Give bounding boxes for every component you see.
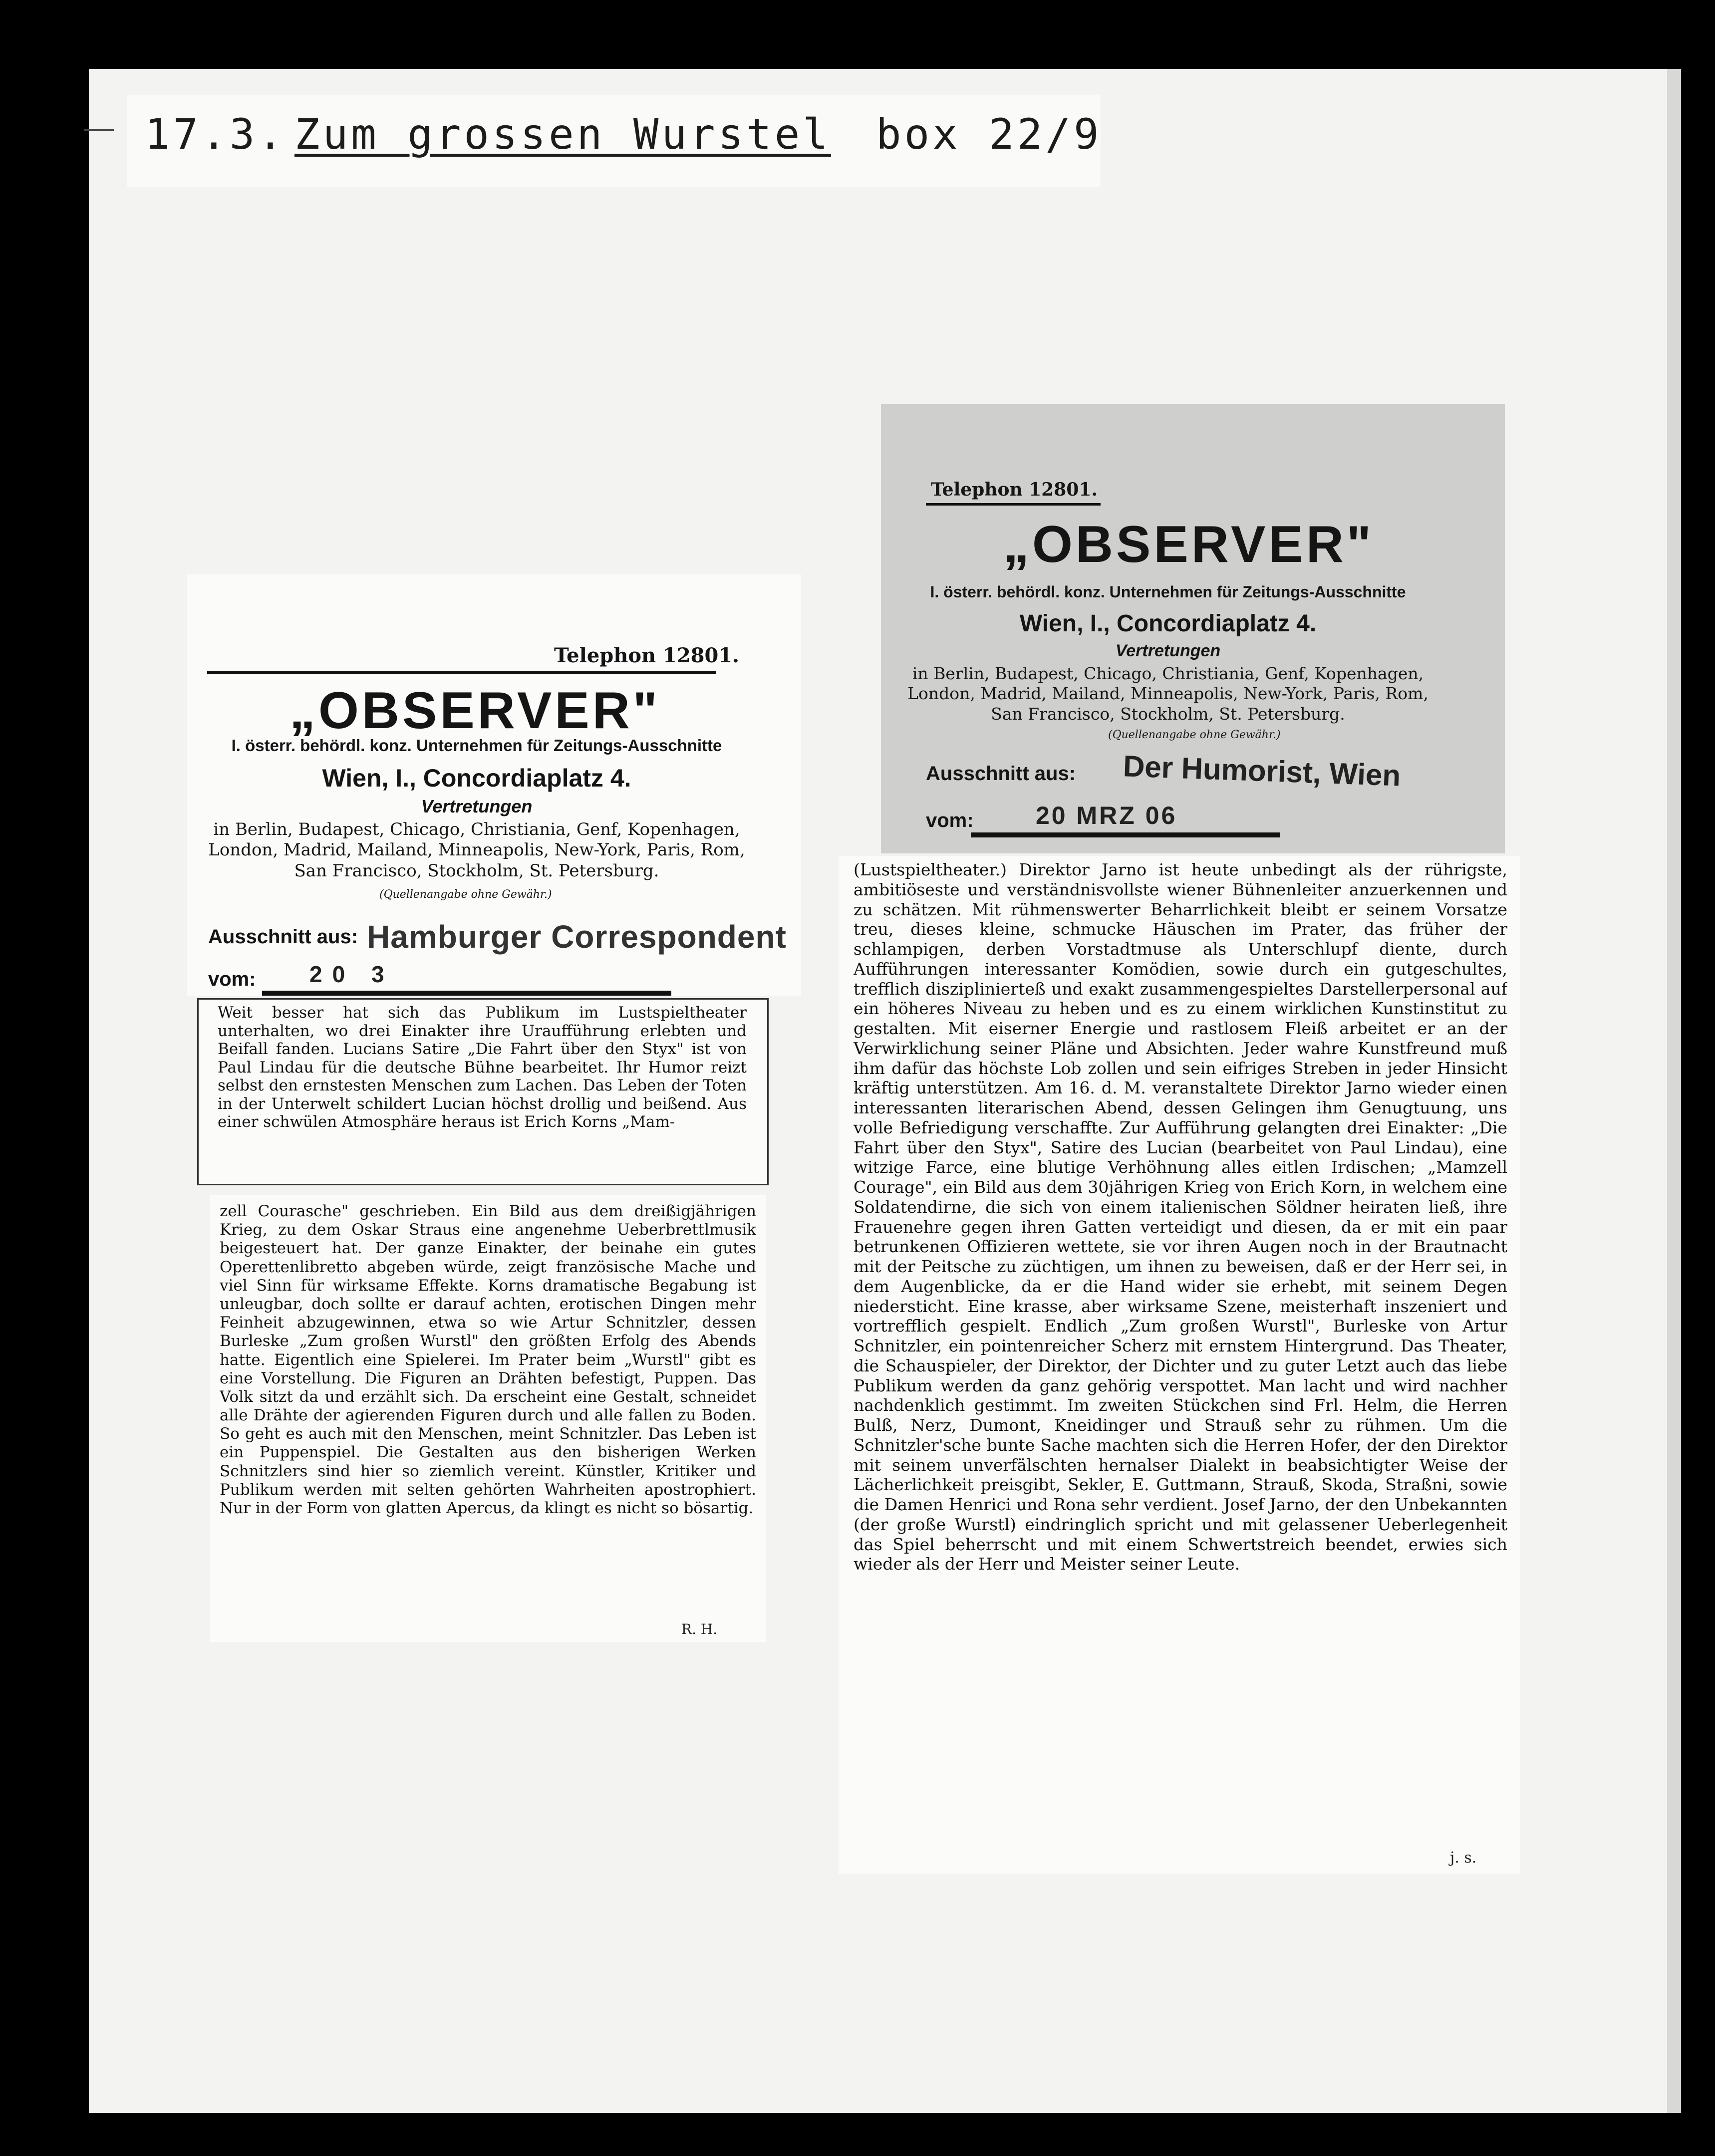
left-disclaimer: (Quellenangabe ohne Gewähr.)	[379, 888, 552, 901]
left-address: Wien, I., Concordiaplatz 4.	[322, 764, 631, 792]
left-date-label: vom:	[208, 968, 256, 990]
left-article-part1	[197, 998, 769, 1185]
right-disclaimer: (Quellenangabe ohne Gewähr.)	[1108, 729, 1281, 741]
page-edge	[1667, 69, 1681, 2113]
right-cities: in Berlin, Budapest, Chicago, Christiania, Genf, Kopenhagen, London, Madrid, Mailand, Minneapolis, New-York, Paris, Rom, San Francisco, Stockholm, St. Petersburg.	[907, 664, 1429, 724]
right-subtitle: I. österr. behördl. konz. Unternehmen für Zeitungs-Ausschnitte	[930, 583, 1406, 601]
right-date-label: vom:	[926, 809, 974, 831]
right-date-rule	[971, 832, 1280, 837]
left-date-rule	[262, 991, 671, 996]
right-representations: Vertretungen	[1115, 641, 1221, 660]
left-date-stamp: 20 3	[309, 961, 394, 987]
right-phone-rule	[926, 503, 1101, 506]
left-signature: R. H.	[681, 1621, 718, 1637]
left-article-text-2: zell Courasche" geschrieben. Ein Bild aus dem dreißigjährigen Krieg, zu dem Oskar Straus eine angenehme Ueberbrettlmusik beigesteuert hat. Der ganze Einakter, der beinahe ein gutes Operettenlibretto abgeben würde, zeigt französische Mache und viel Sinn für wirksame Effekte. Korns dramatische Begabung ist unleugbar, doch sollte er darauf achten, erotischen Dingen mehr Feinheit abzugewinnen, etwa so wie Artur Schnitzler, dessen Burleske „Zum großen Wurstl" den größten Erfolg des Abends hatte. Eigentlich eine Spielerei. Im Prater beim „Wurstl" gibt es eine Vorstellung. Die Figuren an Drähten befestigt, Puppen. Das Volk sitzt da und erzählt sich. Da erscheint eine Gestalt, schneidet alle Drähte der agierenden Figuren durch und alle fallen zu Boden. So geht es auch mit den Menschen, meint Schnitzler. Das Leben ist ein Puppenspiel. Die Gestalten aus den bisherigen Werken Schnitzlers sind hier so ziemlich vereint. Künstler, Kritiker und Publikum werden mit selten gehörten Wahrheiten apostrophiert. Nur in der Form von glatten Apercus, da klingt es nicht so bösartig.	[220, 1202, 756, 1517]
left-phone: Telephon 12801.	[554, 644, 740, 667]
right-date-stamp: 20 MRZ 06	[1036, 802, 1177, 829]
right-signature: j. s.	[1450, 1849, 1477, 1867]
left-article-text-1: Weit besser hat sich das Publikum im Lustspieltheater unterhalten, wo drei Einakter ihre Uraufführung erlebten und Beifall fanden. Lucians Satire „Die Fahrt über den Styx" ist von Paul Lindau für die deutsche Bühne bearbeitet. Ihr Humor reizt selbst den ernstesten Menschen zum Lachen. Das Leben der Toten in der Unterwelt schildert Lucian höchst drollig und beißend. Aus einer schwülen Atmosphäre heraus ist Erich Korns „Mam-	[218, 1004, 747, 1131]
right-source-stamp: Der Humorist, Wien	[1123, 749, 1402, 793]
right-address: Wien, I., Concordiaplatz 4.	[1019, 610, 1317, 637]
right-observer-slip	[881, 404, 1505, 853]
left-phone-rule	[207, 671, 716, 674]
header-box-label: box 22/9	[876, 110, 1102, 159]
right-article-clipping	[839, 856, 1520, 1874]
header-number: 17.3.	[145, 110, 286, 159]
right-phone: Telephon 12801.	[931, 479, 1098, 500]
left-source-stamp: Hamburger Correspondent	[367, 919, 787, 955]
binding-mark	[84, 129, 114, 131]
left-cities: in Berlin, Budapest, Chicago, Christiania, Genf, Kopenhagen, London, Madrid, Mailand, Minneapolis, New-York, Paris, Rom, San Francisco, Stockholm, St. Petersburg.	[208, 819, 745, 881]
right-article-text: (Lustspieltheater.) Direktor Jarno ist heute unbedingt als der rührigste, ambitiöseste und verständnisvollste wiener Bühnenleiter anzuerkennen und zu schätzen. Mit rühmenswerter Beharrlichkeit bleibt er seinem Vorsatze treu, dieses kleine, schmucke Häuschen im Prater, das früher der schlampigen, derben Vorstadtmuse als Unterschlupf diente, durch Aufführungen interessanter Komödien, sowie durch ein gutgeschultes, trefflich disziplinierteß und exakt zusammengespieltes Darstellerpersonal auf ein höheres Niveau zu heben und es zu einem wirklichen Kunstinstitut zu gestalten. Mit eiserner Energie und rastlosem Fleiß arbeitet er an der Verwirklichung seiner Pläne und Absichten. Jeder wahre Kunstfreund muß ihm dafür das höchste Lob zollen und sein eifriges Streben in jeder Hinsicht kräftig unterstützen. Am 16. d. M. veranstaltete Direktor Jarno wieder einen interessanten literarischen Abend, dessen Gelingen ihm Genugtuung, uns volle Befriedigung verschaffte. Zur Aufführung gelangten drei Einakter: „Die Fahrt über den Styx", Satire des Lucian (bearbeitet von Paul Lindau), eine witzige Farce, eine blutige Verhöhnung alles eitlen Irdischen; „Mamzell Courage", ein Bild aus dem 30jährigen Krieg von Erich Korn, in welchem eine Soldatendirne, die sich von einem italienischen Söldner heiraten ließ, ihre Frauenehre gegen ihren Gatten verteidigt und diesen, da er mit ein paar betrunkenen Offizieren wettete, sie vor ihren Augen noch in der Brautnacht mit der Peitsche zu züchtigen, um ihnen zu beweisen, daß er der Herr sei, in dem Augenblicke, da er die Hand wider sie erhebt, mit seinem Degen niedersticht. Eine krasse, aber wirksame Szene, meisterhaft inszeniert und vortrefflich gespielt. Endlich „Zum großen Wurstl", Burleske von Artur Schnitzler, ein pointenreicher Scherz mit ernstem Hintergrund. Das Theater, die Schauspieler, der Direktor, der Dichter und zu guter Letzt auch das liebe Publikum werden da ganz gehörig verspottet. Man lacht und wird nachher nachdenklich gestimmt. Im zweiten Stückchen sind Frl. Helm, die Herren Bulß, Nerz, Dumont, Kneidinger und Strauß sehr zu rühmen. Um die Schnitzler'sche bunte Sache machten sich die Herren Hofer, der den Direktor mit seinem unverfälschten hernalser Dialekt in beabsichtigter Weise der Lächerlichkeit preisgibt, Sekler, E. Guttmann, Strauß, Skoda, Straßni, sowie die Damen Henrici und Rona sehr verdient. Josef Jarno, der den Unbekannten (der große Wurstl) eindringlich spricht und mit gelassener Ueberlegenheit das Spiel beherrscht und mit einem Schwertstreich beendet, erwies sich wieder als der Herr und Meister seiner Leute.	[854, 860, 1507, 1574]
right-source-label: Ausschnitt aus:	[926, 763, 1076, 785]
right-agency-name: „OBSERVER"	[1003, 516, 1375, 573]
left-article-part2	[210, 1195, 766, 1642]
left-representations: Vertretungen	[421, 796, 533, 816]
left-subtitle: I. österr. behördl. konz. Unternehmen für Zeitungs-Ausschnitte	[231, 736, 722, 755]
header-title: Zum grossen Wurstel	[294, 110, 831, 159]
left-agency-name: „OBSERVER"	[289, 682, 661, 740]
left-source-label: Ausschnitt aus:	[208, 926, 358, 948]
left-observer-slip	[187, 574, 801, 996]
